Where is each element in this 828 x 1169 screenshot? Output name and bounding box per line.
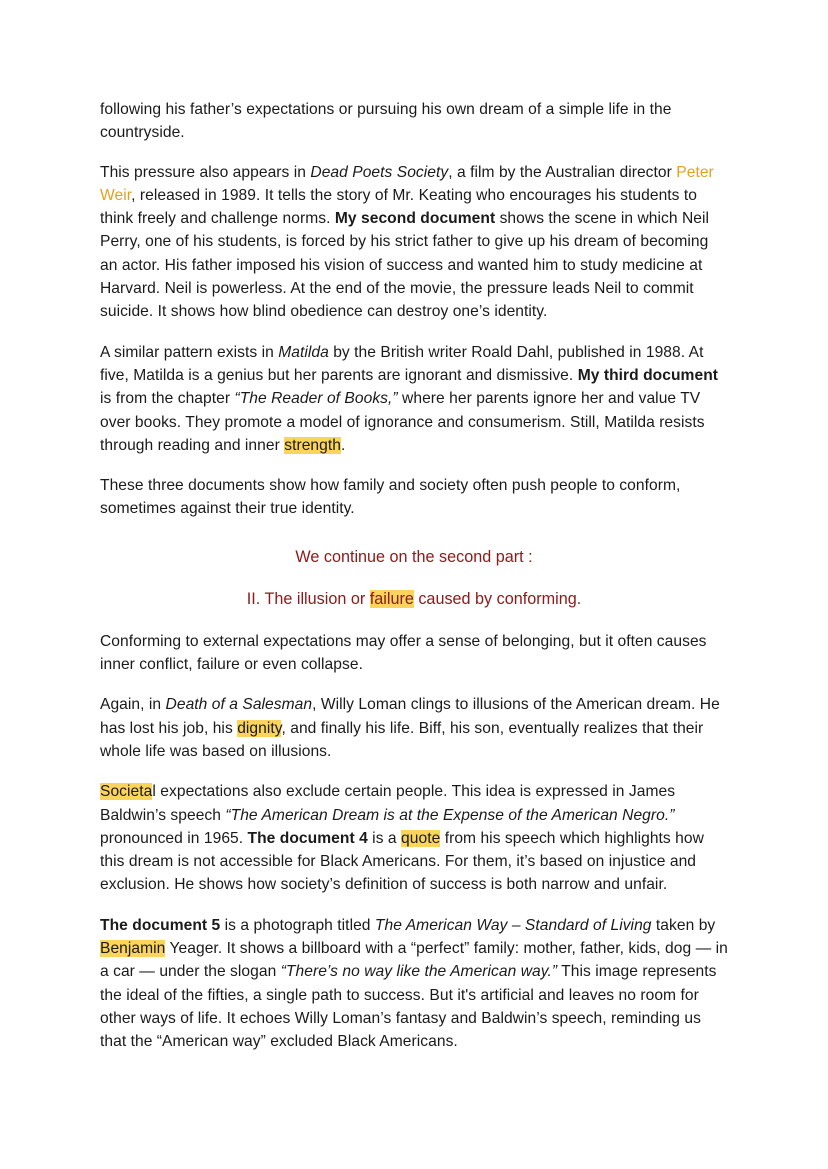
paragraph-matilda [100, 341, 728, 457]
text: This pressure also appears in [100, 163, 311, 181]
text: following his father’s expectations or pursuing his own dream of a simple life in the countryside. [100, 101, 672, 142]
text: is a photograph titled [220, 916, 375, 934]
text: . [340, 436, 346, 454]
text: l expectations also exclude certain people. This idea is expressed in James Baldwin’s speech [100, 783, 676, 824]
highlighted-word: quote [401, 829, 441, 847]
highlighted-word: Societa [100, 783, 153, 801]
paragraph-death-of-a-salesman [100, 693, 728, 763]
section-heading-part-two [100, 588, 728, 611]
text: Conforming to external expectations may offer a sense of belonging, but it often causes inner conflict, failure or even collapse. [100, 632, 707, 674]
text: This image represents the ideal of the fifties, a single path to success. But it's artificial and leaves no room for other ways of life. It echoes Willy Loman’s fantasy and Baldwin’s speech, reminding us that the “American way” excluded Black Americans. [100, 963, 717, 1051]
paragraph-summary [100, 474, 728, 521]
text: is from the chapter [100, 390, 235, 408]
text: from his speech which highlights how this dream is not accessible for Black Americans. For them, it’s based on injustice and exclusion. He shows how society’s definition of success is both narrow and unfair. [100, 829, 704, 894]
text: A similar pattern exists in [100, 343, 279, 361]
text: , a film by the Australian director [448, 163, 677, 181]
director-link[interactable]: Peter Weir [100, 163, 714, 204]
play-title: Death of a Salesman [165, 696, 313, 714]
highlighted-word: dignity [237, 719, 282, 737]
text: by the British writer Roald Dahl, published in 1988. At five, Matilda is a genius but her parents are ignorant and dismissive. [100, 343, 704, 384]
text: shows the scene in which Neil Perry, one of his students, is forced by his strict father to give up his dream of becoming an actor. His father imposed his vision of success and wanted him to study medicine at Harvard. Neil is powerless. At the end of the movie, the pressure leads Neil to commit suicide. It shows how blind obedience can destroy one’s identity. [100, 210, 710, 321]
paragraph-intro-continuation [100, 98, 728, 145]
text: taken by [651, 916, 716, 934]
text: , and finally his life. Biff, his son, eventually realizes that their whole life was based on illusions. [100, 719, 704, 760]
chapter-title: “The Reader of Books,” [234, 390, 398, 408]
text: is a [367, 829, 402, 847]
speech-title: “The American Dream is at the Expense of the American Negro.” [225, 806, 675, 824]
section-transition-heading [100, 546, 728, 569]
text: Yeager. It shows a billboard with a “perfect” family: mother, father, kids, dog — in a car — under the slogan [100, 940, 728, 981]
document-label: My second document [334, 210, 496, 228]
film-title: Dead Poets Society [310, 163, 449, 181]
photo-title: The American Way – Standard of Living [374, 916, 652, 934]
text: , Willy Loman clings to illusions of the American dream. He has lost his job, his [100, 696, 720, 737]
highlighted-word: Benjamin [100, 940, 166, 958]
text: where her parents ignore her and value TV over books. They promote a model of ignorance and consumerism. Still, Matilda resists through reading and inner [100, 390, 705, 454]
paragraph-american-way-photo [100, 914, 728, 1054]
paragraph-baldwin-speech [100, 780, 728, 896]
paragraph-dead-poets-society [100, 161, 728, 324]
document-label: The document 5 [100, 916, 221, 934]
highlighted-word: strength [284, 436, 341, 454]
book-title: Matilda [278, 343, 329, 361]
document-label: My third document [577, 366, 719, 384]
slogan: “There’s no way like the American way.” [280, 963, 558, 981]
text: We continue on the second part : [295, 547, 533, 566]
text: , released in 1989. It tells the story of Mr. Keating who encourages his students to think freely and challenge norms. [100, 186, 698, 228]
text: Again, in [100, 696, 166, 714]
text: pronounced in 1965. [100, 829, 248, 847]
document-label: The document 4 [247, 829, 368, 847]
text: caused by conforming. [413, 589, 582, 608]
text: These three documents show how family and society often push people to conform, sometimes against their true identity. [100, 477, 681, 518]
text: II. The illusion or [246, 589, 370, 608]
highlighted-word: failure [369, 589, 414, 608]
paragraph-conforming [100, 630, 728, 677]
